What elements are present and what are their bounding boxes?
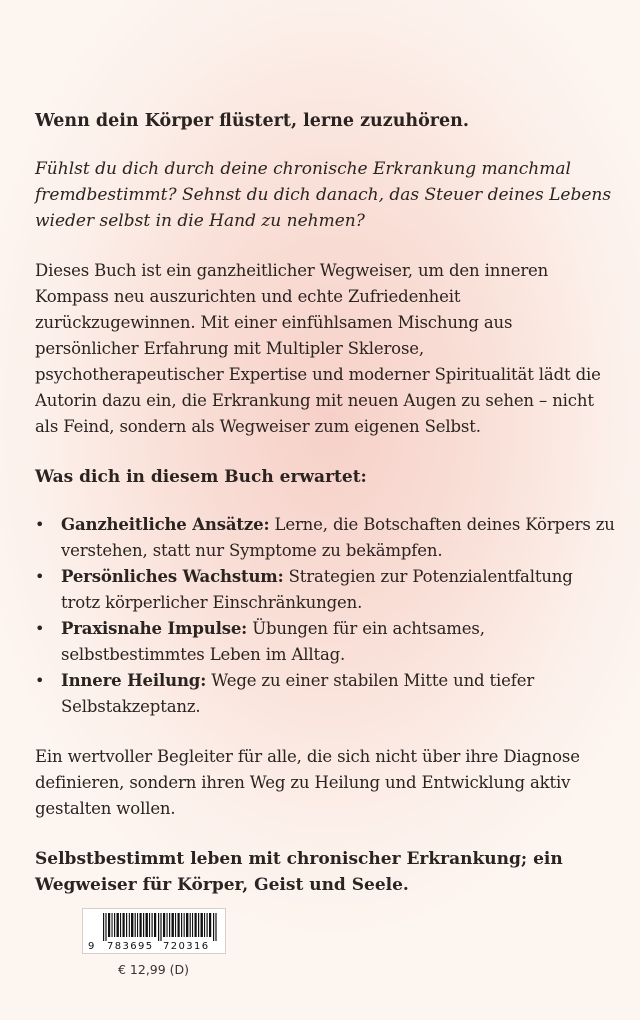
feature-text: Lerne, die Botschaften deines Körpers zu verstehen, statt nur Symptome zu bekämpfen. [61, 515, 615, 560]
section-subhead: Was dich in diesem Buch erwartet: [35, 467, 367, 487]
feature-text: Wege zu einer stabilen Mitte und tiefer Selbstakzeptanz. [61, 671, 535, 716]
price-label: € 12,99 (D) [118, 962, 190, 977]
barcode-group-2: 720316 [163, 941, 210, 952]
tagline: Selbstbestimmt leben mit chronischer Erkrankung; ein Wegweiser für Körper, Geist und Seele. [35, 849, 563, 895]
list-item [35, 616, 615, 668]
feature-text: Strategien zur Potenzialentfaltung trotz körperlicher Einschränkungen. [61, 567, 573, 612]
bullet-icon: • [35, 619, 45, 638]
description: Dieses Buch ist ein ganzheitlicher Wegweiser, um den inneren Kompass neu auszurichten und echte Zufriedenheit zurückzugewinnen. Mit einer einfühlsamen Mischung aus persönlicher Erfahrung mit Multipler Sklerose, psychotherapeutischer Expertise und moderner Spiritualität lädt die Autorin dazu ein, die Erkrankung mit neuen Augen zu sehen – nicht als Feind, sondern als Wegweiser zum eigenen Selbst. [35, 261, 601, 436]
bullet-icon: • [35, 515, 45, 534]
feature-title: Praxisnahe Impulse: [61, 619, 248, 638]
headline: Wenn dein Körper flüstert, lerne zuzuhören. [35, 111, 469, 131]
feature-title: Innere Heilung: [61, 671, 207, 690]
feature-title: Ganzheitliche Ansätze: [61, 515, 270, 534]
bullet-icon: • [35, 671, 45, 690]
feature-text: Übungen für ein achtsames, selbstbestimmtes Leben im Alltag. [61, 619, 485, 664]
feature-list [35, 512, 615, 720]
closing-text: Ein wertvoller Begleiter für alle, die sich nicht über ihre Diagnose definieren, sondern ihren Weg zu Heilung und Entwicklung aktiv gestalten wollen. [35, 747, 580, 818]
bullet-icon: • [35, 567, 45, 586]
list-item [35, 512, 615, 564]
list-item [35, 564, 615, 616]
isbn-barcode [82, 908, 226, 954]
feature-title: Persönliches Wachstum: [61, 567, 284, 586]
list-item [35, 668, 615, 720]
barcode-group-1: 783695 [107, 941, 154, 952]
intro-question: Fühlst du dich durch deine chronische Erkrankung manchmal fremdbestimmt? Sehnst du dich danach, das Steuer deines Lebens wieder selbst in die Hand zu nehmen? [35, 159, 612, 231]
back-cover-text [35, 108, 615, 898]
barcode-icon [103, 913, 217, 941]
barcode-lead-digit: 9 [88, 941, 96, 952]
